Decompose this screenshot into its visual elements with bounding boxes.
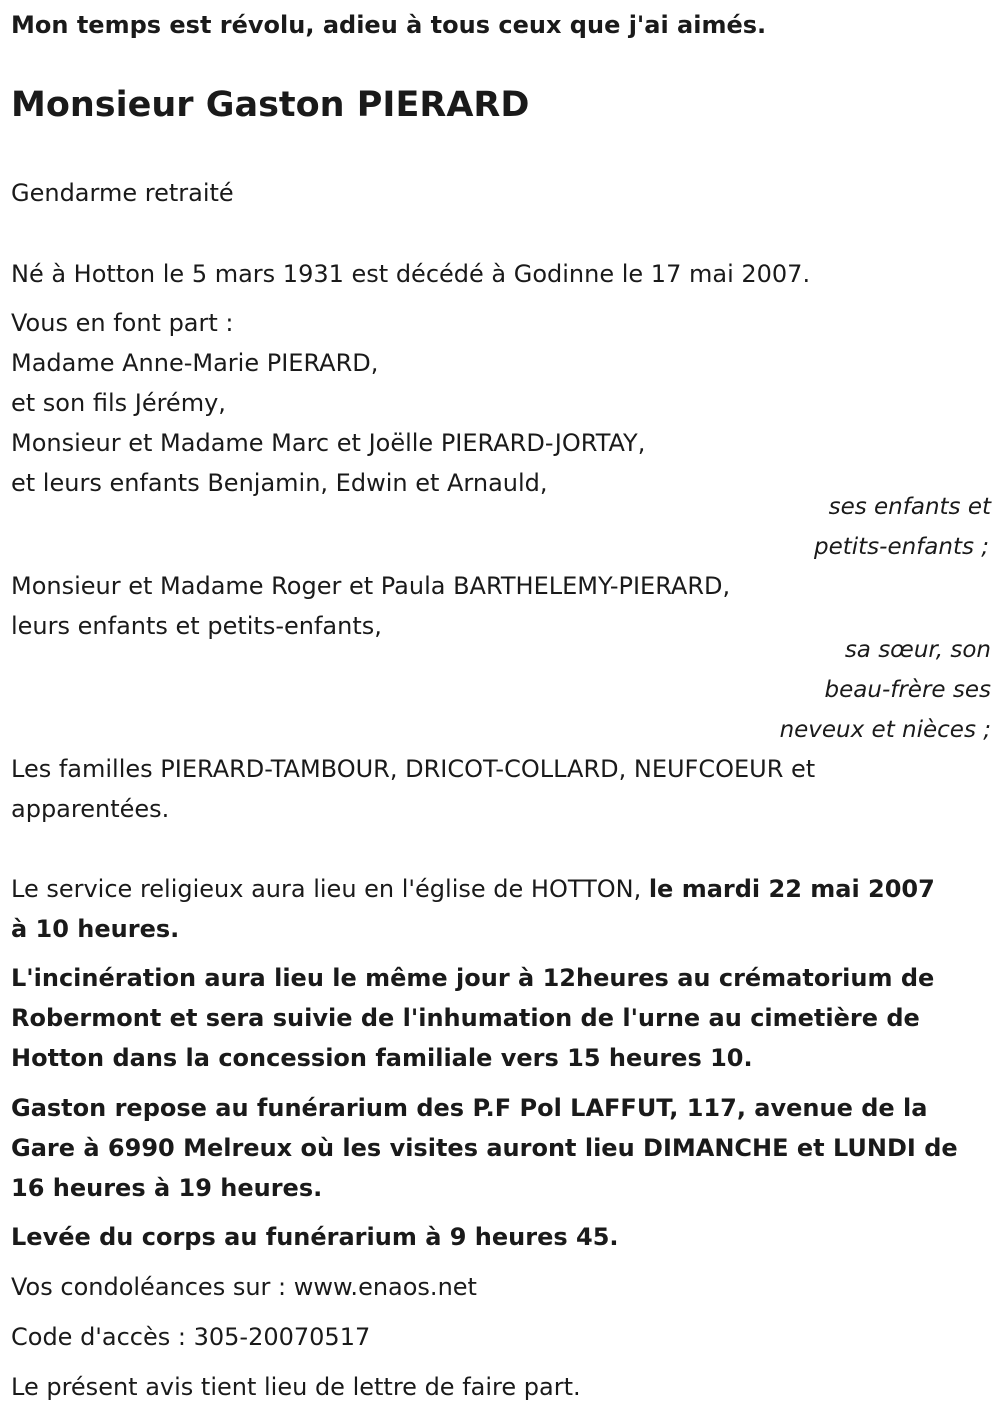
service-time: à 10 heures. [11,915,180,943]
levee-du-corps: Levée du corps au funérarium à 9 heures 45. [11,1223,619,1251]
deceased-name: Monsieur Gaston PIERARD [11,85,530,125]
relation-label: petits-enfants ; [813,534,989,560]
relation-label: sa sœur, son [844,637,991,663]
incineration-line: Robermont et sera suivie de l'inhumation de l'urne au cimetière de [11,1004,920,1032]
relation-label: ses enfants et [828,494,991,520]
relation-label: beau-frère ses [824,677,991,703]
birth-death-statement: Né à Hotton le 5 mars 1931 est décédé à Godinne le 17 mai 2007. [11,260,811,288]
announcer-line: et son fils Jérémy, [11,389,226,417]
closing-note: Le présent avis tient lieu de lettre de faire part. [11,1373,581,1401]
funerarium-line: 16 heures à 19 heures. [11,1174,323,1202]
announcer-line: leurs enfants et petits-enfants, [11,612,382,640]
announcer-line: Monsieur et Madame Roger et Paula BARTHELEMY-PIERARD, [11,572,731,600]
access-code: Code d'accès : 305-20070517 [11,1323,371,1351]
funerarium-line: Gaston repose au funérarium des P.F Pol LAFFUT, 117, avenue de la [11,1094,928,1122]
incineration-line: Hotton dans la concession familiale vers 15 heures 10. [11,1044,753,1072]
announcer-line: Madame Anne-Marie PIERARD, [11,349,379,377]
announcer-line: Les familles PIERARD-TAMBOUR, DRICOT-COLLARD, NEUFCOEUR et [11,755,816,783]
funerarium-line: Gare à 6990 Melreux où les visites auront lieu DIMANCHE et LUNDI de [11,1134,958,1162]
service-date: le mardi 22 mai 2007 [648,875,935,903]
occupation: Gendarme retraité [11,179,234,207]
announcer-line: et leurs enfants Benjamin, Edwin et Arnauld, [11,469,548,497]
announcer-line: Monsieur et Madame Marc et Joëlle PIERARD-JORTAY, [11,429,646,457]
service-text: Le service religieux aura lieu en l'église de HOTTON, [11,875,649,903]
service-line [11,869,935,909]
incineration-line: L'incinération aura lieu le même jour à 12heures au crématorium de [11,964,935,992]
epigraph: Mon temps est révolu, adieu à tous ceux que j'ai aimés. [11,11,767,39]
relation-label: neveux et nièces ; [779,717,991,743]
announcer-line: apparentées. [11,795,170,823]
condolences-link[interactable]: Vos condoléances sur : www.enaos.net [11,1273,477,1301]
announcers-intro: Vous en font part : [11,309,234,337]
